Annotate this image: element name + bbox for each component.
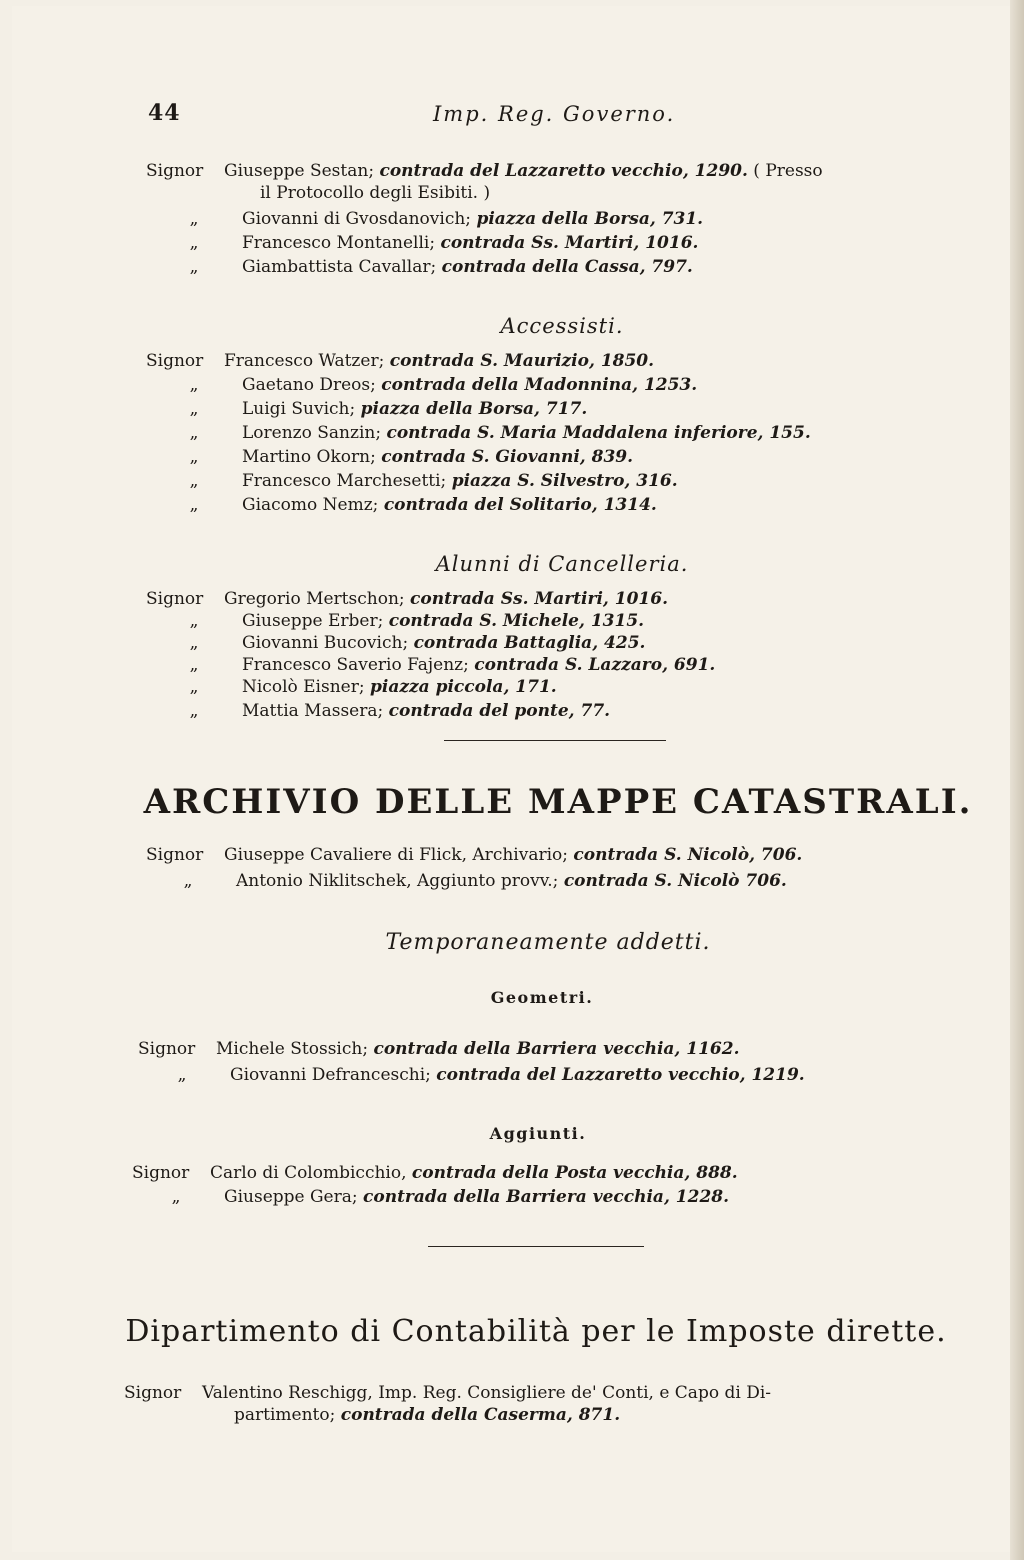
- list-item: „ Martino Okorn; contrada S. Giovanni, 839.: [189, 447, 634, 467]
- list-item: Signor Giuseppe Sestan; contrada del Lazzaretto vecchio, 1290. ( Presso il Protocollo degli Esibiti. ): [146, 161, 823, 203]
- section-divider: [444, 740, 666, 741]
- section-title-alunni: Alunni di Cancelleria.: [435, 552, 689, 576]
- list-item: „ Giacomo Nemz; contrada del Solitario, 1314.: [189, 495, 657, 515]
- list-item: „ Francesco Saverio Fajenz; contrada S. Lazzaro, 691.: [189, 655, 716, 675]
- list-item: „ Gaetano Dreos; contrada della Madonnina, 1253.: [189, 375, 698, 395]
- list-item: Signor Giuseppe Cavaliere di Flick, Archivario; contrada S. Nicolò, 706.: [146, 845, 803, 865]
- page-header: [148, 100, 848, 136]
- list-item: Signor Valentino Reschigg, Imp. Reg. Consigliere de' Conti, e Capo di Di- partimento; contrada della Caserma, 871.: [124, 1383, 772, 1425]
- section-heading-archivio: ARCHIVIO DELLE MAPPE CATASTRALI.: [143, 782, 973, 822]
- list-item: „ Antonio Niklitschek, Aggiunto provv.; contrada S. Nicolò 706.: [183, 871, 787, 891]
- section-title-temporanei: Temporaneamente addetti.: [385, 930, 711, 955]
- list-item: „ Giambattista Cavallar; contrada della Cassa, 797.: [189, 257, 693, 277]
- list-item: „ Francesco Marchesetti; piazza S. Silvestro, 316.: [189, 471, 678, 491]
- list-item: „ Luigi Suvich; piazza della Borsa, 717.: [189, 399, 588, 419]
- list-item: „ Lorenzo Sanzin; contrada S. Maria Maddalena inferiore, 155.: [189, 423, 811, 443]
- section-divider: [428, 1246, 644, 1247]
- running-title: Imp. Reg. Governo.: [433, 102, 676, 126]
- section-title-accessisti: Accessisti.: [500, 314, 624, 338]
- list-item: „ Nicolò Eisner; piazza piccola, 171.: [189, 677, 557, 697]
- list-item: „ Francesco Montanelli; contrada Ss. Martiri, 1016.: [189, 233, 699, 253]
- list-item: Signor Michele Stossich; contrada della Barriera vecchia, 1162.: [138, 1039, 740, 1059]
- list-item: Signor Gregorio Mertschon; contrada Ss. Martiri, 1016.: [146, 589, 668, 609]
- list-item: Signor Francesco Watzer; contrada S. Maurizio, 1850.: [146, 351, 655, 371]
- subsection-title-geometri: Geometri.: [490, 988, 594, 1007]
- subsection-title-aggiunti: Aggiunti.: [489, 1124, 587, 1143]
- list-item: „ Giovanni Defranceschi; contrada del Lazzaretto vecchio, 1219.: [177, 1065, 805, 1085]
- section-heading-dipartimento: Dipartimento di Contabilità per le Imposte dirette.: [125, 1314, 947, 1349]
- list-item: „ Giuseppe Erber; contrada S. Michele, 1315.: [189, 611, 645, 631]
- list-item: „ Giuseppe Gera; contrada della Barriera vecchia, 1228.: [171, 1187, 730, 1207]
- list-item: „ Mattia Massera; contrada del ponte, 77.: [189, 701, 611, 721]
- list-item: „ Giovanni Bucovich; contrada Battaglia, 425.: [189, 633, 646, 653]
- list-item: „ Giovanni di Gvosdanovich; piazza della Borsa, 731.: [189, 209, 704, 229]
- list-item: Signor Carlo di Colombicchio, contrada della Posta vecchia, 888.: [132, 1163, 738, 1183]
- page-number: 44: [148, 100, 181, 126]
